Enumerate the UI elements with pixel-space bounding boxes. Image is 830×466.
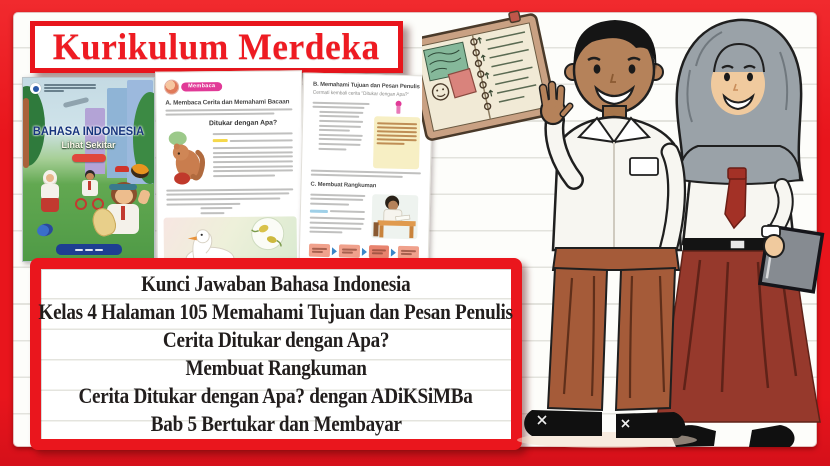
text-line-placeholder [310,203,349,206]
book-cover [22,77,155,262]
boy-pants [548,248,679,410]
text-line-placeholder [166,202,240,205]
section-c-heading: C. Membuat Rangkuman [310,181,377,190]
arrow-right-icon [391,248,396,256]
text-line-placeholder [319,143,361,146]
membaca-badge: Membaca [181,82,222,91]
text-line-placeholder [310,217,365,220]
headline-line: Cerita Ditukar dengan Apa? dengan ADiKSiMBa [78,383,474,408]
text-line-placeholder [213,156,293,159]
boy-hand [541,85,570,124]
note-box [373,116,420,169]
text-line-placeholder [309,231,342,234]
text-line-placeholder [319,134,363,137]
text-line-placeholder [310,226,362,229]
text-line-placeholder [319,129,350,132]
banner-title: Kurikulum Merdeka [53,26,380,68]
highlight-blue [310,209,328,212]
dialog-placeholder [200,206,293,214]
headline-line: Bab 5 Bertukar dan Membayar [150,411,402,436]
arrow-right-icon [361,248,366,256]
boy-shoe [524,410,602,436]
text-line-placeholder [213,165,293,168]
text-line-placeholder [213,151,293,154]
paragraph-placeholder [166,188,293,205]
text-line-placeholder [319,124,361,127]
text-line-placeholder [213,146,293,149]
goose-illustration [164,216,298,262]
arrow-right-icon [332,247,337,255]
paragraph-placeholder [310,193,365,206]
text-line-placeholder [165,108,292,111]
red-car [115,166,129,172]
text-line-placeholder [166,197,280,200]
squirrel-illustration [166,130,209,186]
headline-line: Kelas 4 Halaman 105 Memahami Tujuan dan Pesan Penulis [38,299,514,324]
text-line-placeholder [310,193,365,196]
headline-line: Membuat Rangkuman [185,355,367,380]
cover-subtitle: Lihat Sekitar [61,140,116,150]
paragraph-placeholder [165,108,292,116]
text-line-placeholder [319,138,362,141]
flow-step [368,245,389,259]
text-line-placeholder [213,169,293,172]
text-line-placeholder [319,111,363,114]
boy-figure [517,20,697,448]
paragraph-placeholder [213,146,293,176]
text-line-placeholder [312,106,364,109]
journal-illustration [422,10,557,141]
textbook-page-tujuan-pesan [299,72,434,262]
front-girl-figure [95,182,151,252]
highlight-yellow [213,139,228,142]
necktie [725,168,746,228]
text-line-placeholder [165,113,274,116]
question-placeholder [312,101,369,109]
students-illustration [422,10,826,450]
text-line-placeholder [319,115,359,118]
text-line-placeholder [200,212,224,214]
mascot-icon [165,81,178,94]
text-line-placeholder [166,188,293,191]
cover-level-badge [72,154,106,162]
section-b-heading: B. Memahami Tujuan dan Pesan Penulis [312,81,420,91]
ministry-logo-icon [30,83,41,94]
flow-step [339,245,360,259]
banner-box [30,21,403,73]
question-placeholder [311,169,421,178]
story-title: Ditukar dengan Apa? [208,119,278,128]
headline-line: Kunci Jawaban Bahasa Indonesia [141,271,411,296]
text-line-placeholder [213,174,275,177]
text-line-placeholder [311,174,403,178]
text-line-placeholder [310,222,364,225]
section-b-subline: Cermati kembali cerita "Ditukar dengan Apa?" [312,89,410,99]
cover-bottom-banner [56,244,122,255]
option-placeholder [318,111,369,151]
hijab-girl-figure [39,170,61,216]
ribbon-icon [393,101,403,115]
text-line-placeholder [200,207,232,209]
cover-title: BAHASA INDONESIA [32,124,145,138]
flow-step [309,244,330,258]
text-line-placeholder [166,193,289,196]
textbook-page-membaca [155,70,304,262]
text-line-placeholder [319,120,363,123]
shirt-pocket [630,158,658,175]
writing-child-illustration [369,192,420,241]
text-line-placeholder [213,160,293,163]
ministry-text-lines [44,84,96,93]
text-line-placeholder [318,147,346,150]
text-line-placeholder [310,198,363,201]
headline-line: Cerita Ditukar dengan Apa? [162,327,390,352]
text-line-placeholder [311,169,421,174]
girl-shoe [749,425,795,447]
butterfly-blue [36,222,55,238]
paragraph-placeholder [309,217,364,234]
airplane-shape [63,97,89,108]
text-line-placeholder [313,101,370,104]
section-a-heading: A. Membaca Cerita dan Memahami Bacaan [165,98,290,107]
